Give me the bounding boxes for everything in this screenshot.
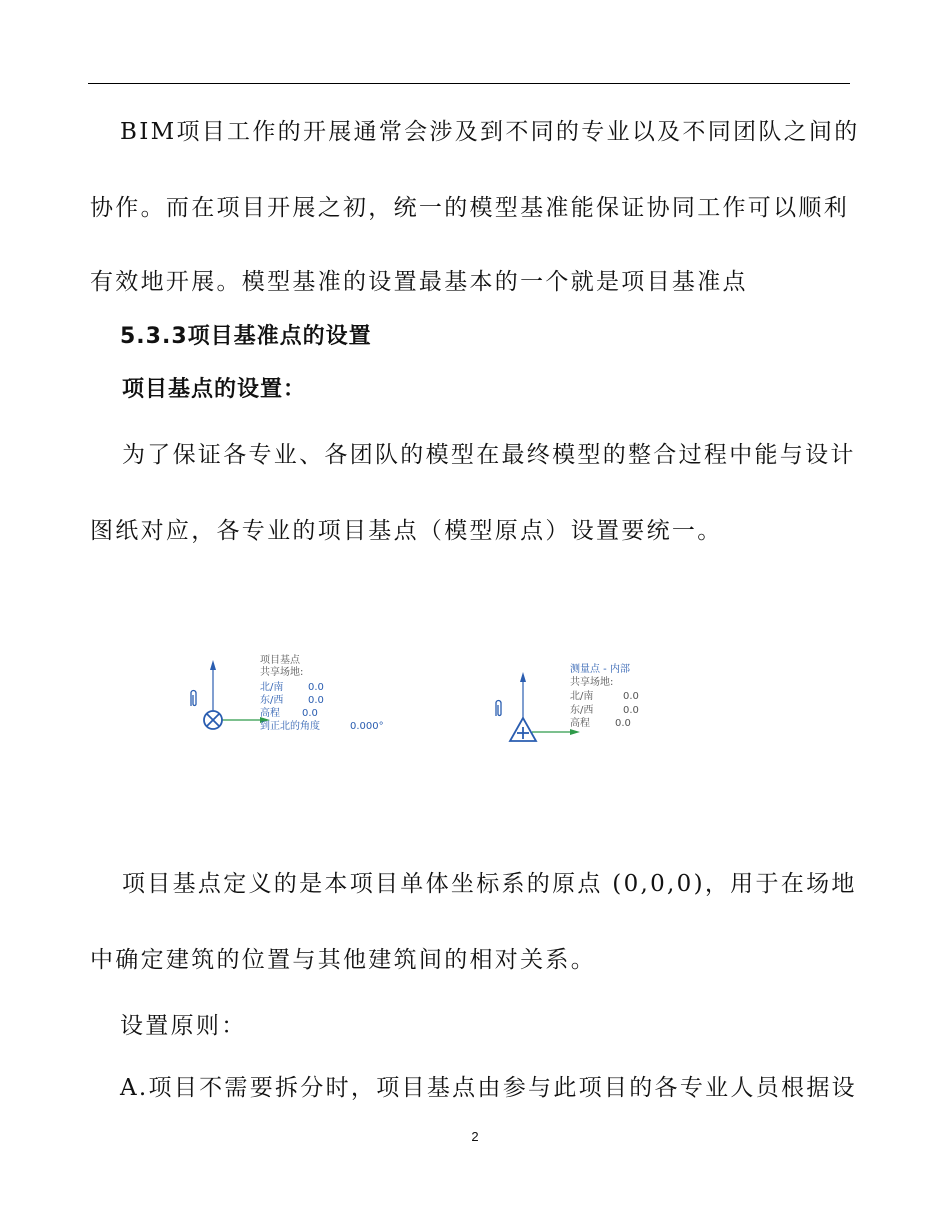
sp-ew-value[interactable]: 0.0 — [623, 705, 639, 716]
header-rule — [88, 83, 850, 84]
base-point-figure — [170, 640, 690, 760]
survey-point-icon[interactable] — [510, 718, 536, 741]
paragraph-line: A.项目不需要拆分时，项目基点由参与此项目的各专业人员根据设 — [120, 1075, 857, 1101]
page-number: 2 — [471, 1129, 479, 1144]
pbp-angle-label[interactable]: 到正北的角度 — [260, 721, 320, 732]
paperclip-icon[interactable] — [191, 691, 196, 707]
sp-elev-value[interactable]: 0.0 — [615, 718, 631, 729]
survey-point-group — [496, 662, 639, 741]
sp-ns-label[interactable]: 北/南 — [570, 691, 594, 702]
paragraph-line: 图纸对应，各专业的项目基点（模型原点）设置要统一。 — [90, 518, 723, 544]
pbp-ew-value[interactable]: 0.0 — [308, 695, 324, 706]
paragraph-line: 中确定建筑的位置与其他建筑间的相对关系。 — [90, 947, 596, 973]
pbp-elev-value[interactable]: 0.0 — [302, 708, 318, 719]
pbp-ns-label[interactable]: 北/南 — [260, 682, 284, 693]
sp-title[interactable]: 测量点 - 内部 — [570, 664, 630, 675]
sp-shared: 共享场地: — [570, 677, 614, 688]
pbp-ew-label[interactable]: 东/西 — [260, 695, 284, 706]
paragraph-line: 设置原则： — [120, 1013, 247, 1039]
paragraph-line: 为了保证各专业、各团队的模型在最终模型的整合过程中能与设计 — [122, 442, 856, 468]
paragraph-line: 有效地开展。模型基准的设置最基本的一个就是项目基准点 — [90, 269, 748, 295]
sp-elev-label[interactable]: 高程 — [570, 718, 590, 729]
sub-heading: 项目基点的设置： — [122, 377, 307, 402]
pbp-title: 项目基点 — [260, 655, 300, 666]
section-heading: 5.3.3项目基准点的设置 — [120, 324, 372, 349]
pbp-shared: 共享场地: — [260, 667, 304, 678]
project-base-point-group — [191, 653, 384, 732]
pbp-angle-value[interactable]: 0.000° — [350, 721, 384, 732]
sp-ns-value[interactable]: 0.0 — [623, 691, 639, 702]
project-base-point-icon[interactable] — [204, 711, 222, 729]
pbp-ns-value[interactable]: 0.0 — [308, 682, 324, 693]
paragraph-line: 项目基点定义的是本项目单体坐标系的原点 (0,0,0)，用于在场地 — [122, 871, 857, 897]
paragraph-line: 协作。而在项目开展之初，统一的模型基准能保证协同工作可以顺利 — [90, 195, 849, 221]
paperclip-icon[interactable] — [496, 701, 501, 717]
paragraph-line: BIM项目工作的开展通常会涉及到不同的专业以及不同团队之间的 — [120, 119, 860, 145]
pbp-elev-label[interactable]: 高程 — [260, 708, 280, 719]
sp-ew-label[interactable]: 东/西 — [570, 705, 594, 716]
